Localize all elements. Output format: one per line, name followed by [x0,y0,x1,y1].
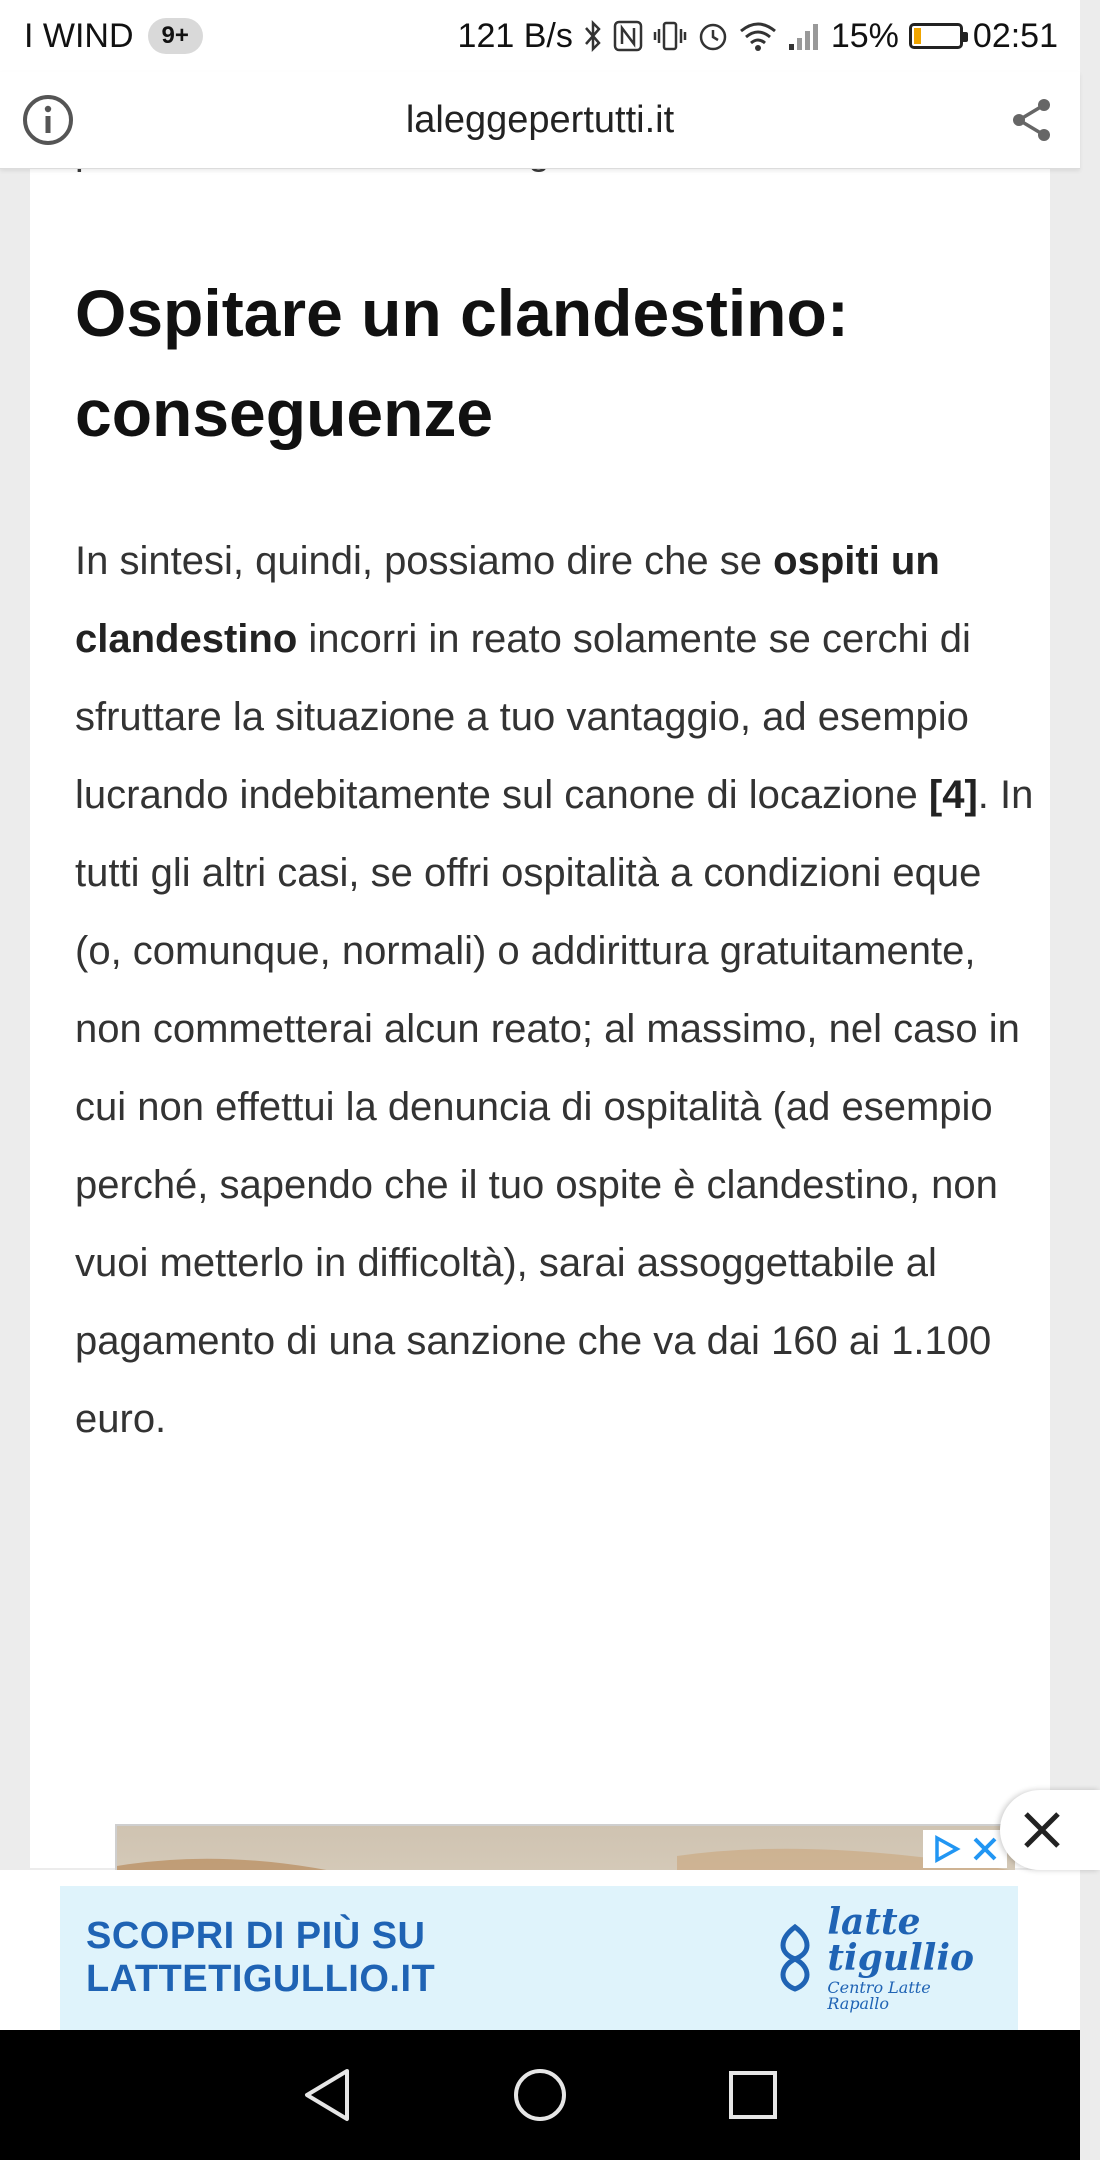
status-right [458,17,1080,56]
clock: 02:51 [972,16,1058,55]
banner-ad-area [0,1870,1080,2030]
paragraph-text-2: incorri in reato solamente se cerchi di sfruttare la situazione a tuo vantaggio, ad esempio lucrando indebitamente sul canone di locazione [75,617,971,817]
paragraph-text-3: . In tutti gli altri casi, se offri ospitalità a condizioni eque (o, comunque, normali) o addirittura gratuitamente, non commetterai alcun reato; al massimo, nel caso in cui non effettui la denuncia di ospitalità (ad esempio perché, sapendo che il tuo ospite è clandestino, non vuoi metterlo in difficoltà), sarai assoggettabile al pagamento di una sanzione che va dai 160 ai 1.100 euro. [75,773,1034,1441]
recents-button[interactable] [713,2055,793,2135]
back-triangle-icon [297,2065,357,2125]
site-info-button[interactable] [0,72,96,168]
article-heading: Ospitare un clandestino: conseguenze [75,276,849,450]
brand-subtitle: Centro Latte Rapallo [827,1978,931,2013]
close-icon [1020,1808,1064,1852]
navigation-bar [0,2030,1080,2160]
article-paragraph [75,522,1035,1458]
nfc-icon [613,20,643,52]
home-button[interactable] [500,2055,580,2135]
brand-line-2: tigullio [827,1937,975,1979]
close-icon[interactable] [971,1835,999,1863]
vibrate-icon [653,20,687,52]
article-card [30,168,1050,1868]
recents-square-icon [723,2065,783,2125]
share-icon [1008,96,1056,144]
banner-cta[interactable]: SCOPRI DI PIÙ SU LATTETIGULLIO.IT [86,1915,436,2000]
url-bar [0,72,1080,169]
network-speed: 121 B/s [457,16,573,55]
status-left [0,17,203,56]
notification-badge: 9+ [148,18,203,54]
ad-close-button[interactable] [1000,1790,1100,1870]
brand-logo [769,1901,992,2013]
brand-text [827,1901,992,2013]
paragraph-bold-1: ospiti un clandestino [75,539,940,661]
footnote-reference[interactable]: [4] [928,773,978,817]
adchoices-icon [931,1834,961,1864]
status-bar [0,0,1080,72]
carrier-name: I WIND [24,16,134,55]
info-icon [21,93,75,147]
wifi-icon [739,20,777,52]
alarm-icon [697,20,729,52]
home-circle-icon [510,2065,570,2125]
battery-percent: 15% [830,16,899,55]
battery-fill [914,28,921,44]
bluetooth-icon [583,19,603,53]
url-text[interactable]: laleggepertutti.it [405,98,675,141]
back-button[interactable] [287,2055,367,2135]
share-button[interactable] [984,72,1080,168]
brand-line-1: latte [827,1901,921,1943]
battery-icon [909,23,963,49]
brand-mark-icon [769,1923,821,1993]
adchoices-badge[interactable] [923,1830,1007,1868]
paragraph-text-1: In sintesi, quindi, possiamo dire che se [75,539,774,583]
signal-icon [787,20,821,52]
banner-ad[interactable] [60,1886,1018,2030]
